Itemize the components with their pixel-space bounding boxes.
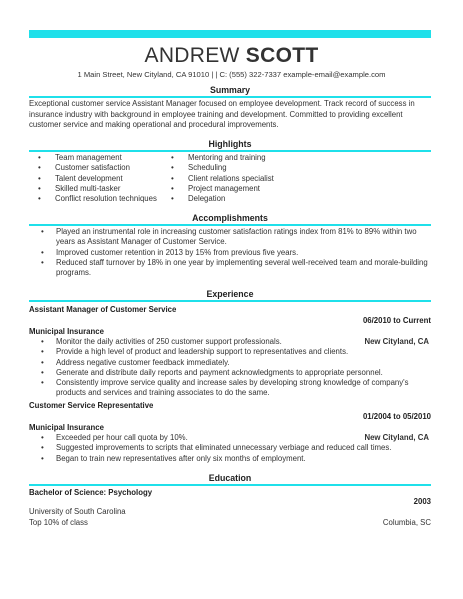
highlight-item: • Client relations specialist — [171, 174, 274, 184]
job-duty-item: • Provide a high level of product and leadership support to representatives and clients. — [29, 347, 429, 357]
education-rule — [29, 484, 431, 486]
highlight-item: • Team management — [38, 153, 157, 163]
job-duty-item: • Generate and distribute daily reports and payment acknowledgments to appropriate personnel. — [29, 368, 429, 378]
accomplishments-heading: Accomplishments — [192, 213, 268, 223]
accomplishment-item: • Improved customer retention in 2013 by 15% from previous five years. — [29, 248, 429, 258]
job-title: Customer Service Representative — [29, 401, 154, 410]
accomplishments-rule — [29, 224, 431, 226]
accomplishments-list — [29, 227, 429, 278]
education-year: 2003 — [413, 497, 431, 506]
job-duty-item: • Began to train new representatives after only six months of employment. — [29, 454, 429, 464]
job-duty-item: • Address negative customer feedback immediately. — [29, 358, 429, 368]
first-name: ANDREW — [144, 44, 240, 67]
summary-heading: Summary — [209, 85, 251, 95]
summary-text: Exceptional customer service Assistant Manager focused on employee development. Track record of success in insurance industry with background in employee training and development. Committed to providing excellent customer service and making operational and procedural improvements. — [29, 99, 415, 129]
job-dates: 01/2004 to 05/2010 — [362, 412, 431, 421]
education-location: Columbia, SC — [382, 518, 431, 527]
highlight-item: • Project management — [171, 184, 274, 194]
highlight-item: • Skilled multi-tasker — [38, 184, 157, 194]
accomplishment-item: • Reduced staff turnover by 18% in one year by implementing several well-received team and morale-building programs. — [29, 258, 429, 279]
job-duty-item: • Exceeded per hour call quota by 10%. New Cityland, CA — [29, 433, 429, 443]
job-duty-item: • Monitor the daily activities of 250 customer support professionals. New Cityland, CA — [29, 337, 429, 347]
highlights-heading: Highlights — [208, 139, 252, 149]
job-company: Municipal Insurance — [29, 327, 104, 336]
job-company: Municipal Insurance — [29, 423, 104, 432]
job-duty-item: • Consistently improve service quality and increase sales by developing strong knowledge of company's products and services and training associates to do the same. — [29, 378, 429, 399]
job-location: New Cityland, CA — [364, 433, 429, 442]
highlights-left-list — [38, 153, 157, 204]
job-dates: 06/2010 to Current — [362, 316, 431, 325]
highlight-item: • Talent development — [38, 174, 157, 184]
experience-heading: Experience — [206, 289, 254, 299]
highlight-item: • Customer satisfaction — [38, 163, 157, 173]
accomplishment-item: • Played an instrumental role in increasing customer satisfaction ratings index from 81% to 89% within two years as Assistant Manager of Customer Service. — [29, 227, 429, 248]
highlight-item: • Mentoring and training — [171, 153, 274, 163]
candidate-name — [0, 44, 463, 68]
contact-line: 1 Main Street, New Cityland, CA 91010 | | C: (555) 322-7337 example-email@example.com — [77, 70, 386, 79]
job-duty-item: • Suggested improvements to scripts that eliminated unnecessary verbiage and reduced call times. — [29, 443, 429, 453]
job-location: New Cityland, CA — [364, 337, 429, 346]
highlight-item: • Conflict resolution techniques — [38, 194, 157, 204]
education-honors: Top 10% of class — [29, 518, 88, 527]
job-title: Assistant Manager of Customer Service — [29, 305, 177, 314]
top-accent-bar — [29, 30, 431, 38]
highlights-right-list — [171, 153, 274, 204]
education-school: University of South Carolina — [29, 507, 126, 516]
summary-rule — [29, 96, 431, 98]
last-name: SCOTT — [245, 44, 319, 67]
job-duties-list — [29, 337, 429, 399]
job-duties-list — [29, 433, 429, 464]
highlight-item: • Delegation — [171, 194, 274, 204]
highlight-item: • Scheduling — [171, 163, 274, 173]
education-degree: Bachelor of Science: Psychology — [29, 488, 153, 497]
education-heading: Education — [208, 473, 252, 483]
experience-rule — [29, 300, 431, 302]
highlights-rule — [29, 150, 431, 152]
